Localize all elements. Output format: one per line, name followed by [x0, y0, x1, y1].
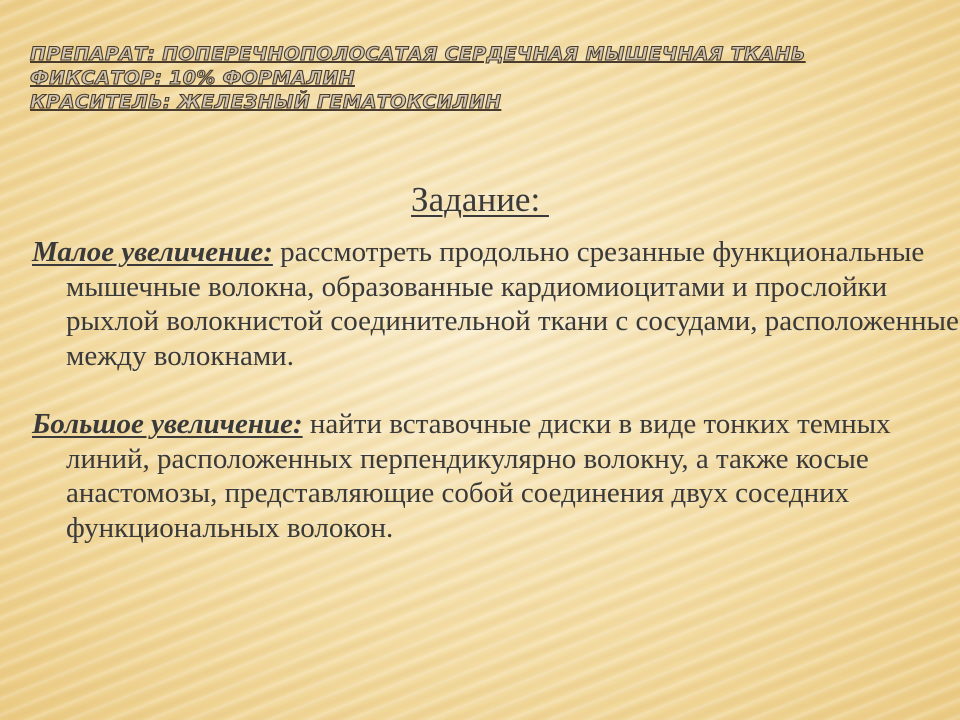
low-magnification-paragraph — [32, 235, 960, 373]
header-preparation: ПРЕПАРАТ: ПОПЕРЕЧНОПОЛОСАТАЯ СЕРДЕЧНАЯ МЫШЕЧНАЯ ТКАНЬ — [30, 43, 806, 65]
header-stain: КРАСИТЕЛЬ: ЖЕЛЕЗНЫЙ ГЕМАТОКСИЛИН — [30, 91, 502, 113]
task-title-text: Задание: — [411, 180, 549, 219]
low-magnification-label: Малое увеличение: — [32, 236, 273, 268]
low-magnification-text: рассмотреть продольно срезанные функциональные мышечные волокна, образованные кардиомиоцитами и прослойки рыхлой волокнистой соединительной ткани с сосудами, расположенные между волокнами. — [66, 236, 959, 372]
task-title — [0, 180, 960, 220]
slide-header — [30, 42, 930, 114]
header-fixative: ФИКСАТОР: 10% ФОРМАЛИН — [30, 67, 355, 89]
high-magnification-label: Большое увеличение: — [32, 408, 303, 440]
high-magnification-paragraph — [32, 407, 960, 545]
high-magnification-text: найти вставочные диски в виде тонких темных линий, расположенных перпендикулярно волокну, а также косые анастомозы, представляющие собой соединения двух соседних функциональных волокон. — [66, 408, 891, 544]
